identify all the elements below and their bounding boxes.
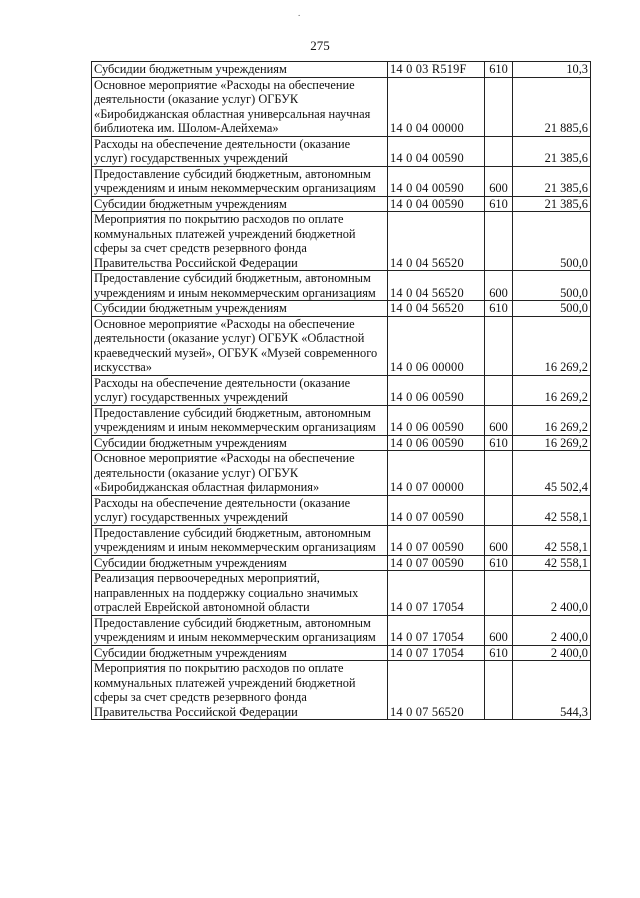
target-code-cell: 14 0 04 00590 [388, 196, 485, 212]
target-code-cell: 14 0 07 17054 [388, 645, 485, 661]
amount-cell: 42 558,1 [513, 525, 591, 555]
target-code-cell: 14 0 07 17054 [388, 615, 485, 645]
expense-name-cell: Предоставление субсидий бюджетным, автономным учреждениям и иным некоммерческим организациям [92, 271, 388, 301]
target-code-cell: 14 0 06 00590 [388, 435, 485, 451]
page-number: 275 [310, 38, 330, 53]
expense-type-cell [485, 495, 513, 525]
table-row [92, 495, 591, 525]
expense-name-cell: Реализация первоочередных мероприятий, направленных на поддержку социально значимых отраслей Еврейской автономной области [92, 571, 388, 616]
expense-name-cell: Субсидии бюджетным учреждениям [92, 301, 388, 317]
expense-name-cell: Предоставление субсидий бюджетным, автономным учреждениям и иным некоммерческим организациям [92, 166, 388, 196]
amount-cell: 544,3 [513, 661, 591, 720]
target-code-cell: 14 0 06 00590 [388, 405, 485, 435]
expense-type-cell: 610 [485, 301, 513, 317]
expense-name-cell: Расходы на обеспечение деятельности (оказание услуг) государственных учреждений [92, 495, 388, 525]
table-row [92, 661, 591, 720]
amount-cell: 21 385,6 [513, 196, 591, 212]
expense-name-cell: Предоставление субсидий бюджетным, автономным учреждениям и иным некоммерческим организациям [92, 405, 388, 435]
expense-name-cell: Субсидии бюджетным учреждениям [92, 645, 388, 661]
expense-type-cell: 610 [485, 435, 513, 451]
expense-name-cell: Основное мероприятие «Расходы на обеспечение деятельности (оказание услуг) ОГБУК «Биробиджанская областная универсальная научная библиотека им. Шолом-Алейхема» [92, 77, 388, 136]
target-code-cell: 14 0 07 00000 [388, 451, 485, 496]
expense-type-cell: 610 [485, 555, 513, 571]
amount-cell: 45 502,4 [513, 451, 591, 496]
expense-type-cell: 610 [485, 62, 513, 78]
target-code-cell: 14 0 07 00590 [388, 555, 485, 571]
scan-dot: . [298, 8, 301, 18]
expense-type-cell [485, 212, 513, 271]
expense-type-cell [485, 77, 513, 136]
amount-cell: 42 558,1 [513, 555, 591, 571]
table-row [92, 615, 591, 645]
amount-cell: 16 269,2 [513, 405, 591, 435]
target-code-cell: 14 0 07 00590 [388, 525, 485, 555]
expense-name-cell: Мероприятия по покрытию расходов по оплате коммунальных платежей учреждений бюджетной сферы за счет средств резервного фонда Правительства Российской Федерации [92, 212, 388, 271]
target-code-cell: 14 0 06 00000 [388, 316, 485, 375]
expense-name-cell: Субсидии бюджетным учреждениям [92, 196, 388, 212]
expense-name-cell: Расходы на обеспечение деятельности (оказание услуг) государственных учреждений [92, 136, 388, 166]
table-row [92, 62, 591, 78]
amount-cell: 21 385,6 [513, 166, 591, 196]
amount-cell: 2 400,0 [513, 645, 591, 661]
target-code-cell: 14 0 07 00590 [388, 495, 485, 525]
expense-type-cell [485, 571, 513, 616]
expense-type-cell: 600 [485, 525, 513, 555]
expense-type-cell: 600 [485, 271, 513, 301]
table-row [92, 405, 591, 435]
table-row [92, 571, 591, 616]
target-code-cell: 14 0 04 56520 [388, 301, 485, 317]
expense-name-cell: Мероприятия по покрытию расходов по оплате коммунальных платежей учреждений бюджетной сферы за счет средств резервного фонда Правительства Российской Федерации [92, 661, 388, 720]
amount-cell: 16 269,2 [513, 316, 591, 375]
budget-table [91, 61, 591, 720]
expense-type-cell [485, 451, 513, 496]
target-code-cell: 14 0 04 00590 [388, 136, 485, 166]
target-code-cell: 14 0 04 00000 [388, 77, 485, 136]
expense-type-cell: 600 [485, 166, 513, 196]
expense-name-cell: Субсидии бюджетным учреждениям [92, 62, 388, 78]
target-code-cell: 14 0 06 00590 [388, 375, 485, 405]
table-row [92, 525, 591, 555]
expense-type-cell [485, 661, 513, 720]
table-row [92, 316, 591, 375]
amount-cell: 500,0 [513, 301, 591, 317]
table-row [92, 271, 591, 301]
expense-name-cell: Предоставление субсидий бюджетным, автономным учреждениям и иным некоммерческим организациям [92, 615, 388, 645]
amount-cell: 2 400,0 [513, 615, 591, 645]
amount-cell: 16 269,2 [513, 435, 591, 451]
target-code-cell: 14 0 04 56520 [388, 271, 485, 301]
expense-name-cell: Расходы на обеспечение деятельности (оказание услуг) государственных учреждений [92, 375, 388, 405]
table-row [92, 196, 591, 212]
expense-name-cell: Субсидии бюджетным учреждениям [92, 435, 388, 451]
expense-type-cell [485, 316, 513, 375]
expense-type-cell: 600 [485, 615, 513, 645]
target-code-cell: 14 0 07 17054 [388, 571, 485, 616]
expense-name-cell: Предоставление субсидий бюджетным, автономным учреждениям и иным некоммерческим организациям [92, 525, 388, 555]
expense-name-cell: Основное мероприятие «Расходы на обеспечение деятельности (оказание услуг) ОГБУК «Биробиджанская областная филармония» [92, 451, 388, 496]
table-row [92, 77, 591, 136]
budget-table-body [92, 62, 591, 720]
amount-cell: 2 400,0 [513, 571, 591, 616]
target-code-cell: 14 0 04 00590 [388, 166, 485, 196]
amount-cell: 500,0 [513, 271, 591, 301]
table-row [92, 435, 591, 451]
amount-cell: 21 385,6 [513, 136, 591, 166]
table-row [92, 451, 591, 496]
table-row [92, 301, 591, 317]
amount-cell: 21 885,6 [513, 77, 591, 136]
target-code-cell: 14 0 04 56520 [388, 212, 485, 271]
table-row [92, 136, 591, 166]
amount-cell: 500,0 [513, 212, 591, 271]
table-row [92, 166, 591, 196]
expense-type-cell [485, 375, 513, 405]
amount-cell: 10,3 [513, 62, 591, 78]
expense-type-cell: 610 [485, 645, 513, 661]
expense-type-cell [485, 136, 513, 166]
amount-cell: 42 558,1 [513, 495, 591, 525]
expense-type-cell: 600 [485, 405, 513, 435]
table-row [92, 645, 591, 661]
table-row [92, 375, 591, 405]
target-code-cell: 14 0 07 56520 [388, 661, 485, 720]
target-code-cell: 14 0 03 R519F [388, 62, 485, 78]
amount-cell: 16 269,2 [513, 375, 591, 405]
expense-type-cell: 610 [485, 196, 513, 212]
expense-name-cell: Основное мероприятие «Расходы на обеспечение деятельности (оказание услуг) ОГБУК «Областной краеведческий музей», ОГБУК «Музей современного искусства» [92, 316, 388, 375]
expense-name-cell: Субсидии бюджетным учреждениям [92, 555, 388, 571]
table-row [92, 212, 591, 271]
table-row [92, 555, 591, 571]
